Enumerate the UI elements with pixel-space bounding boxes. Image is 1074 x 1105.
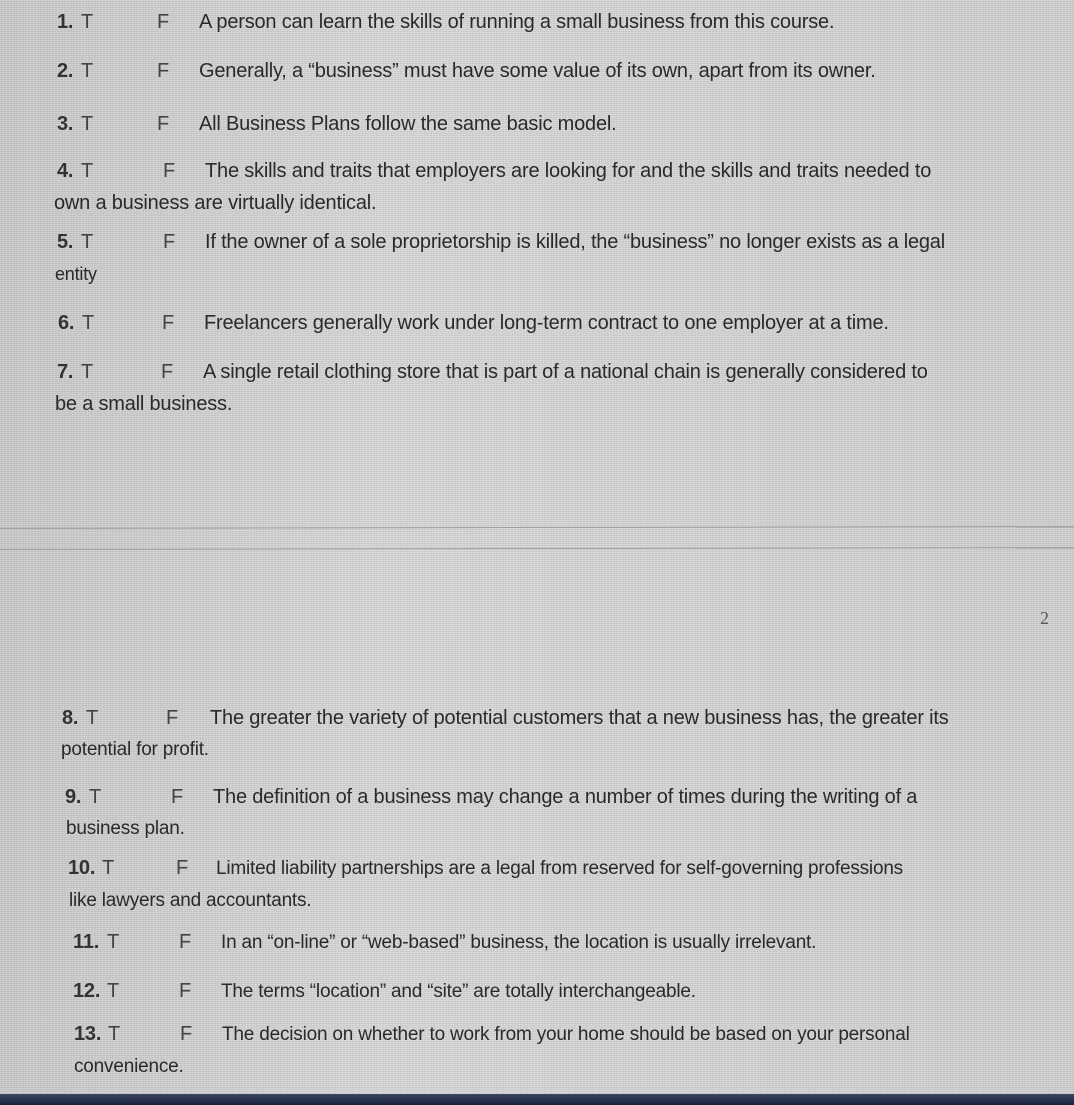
question-number: 5. xyxy=(57,231,74,253)
true-option[interactable]: T xyxy=(81,361,94,383)
question-13 xyxy=(74,1018,910,1083)
question-number: 3. xyxy=(57,113,74,135)
question-8 xyxy=(62,702,949,766)
question-number: 9. xyxy=(65,786,82,808)
true-option[interactable]: T xyxy=(86,707,99,729)
question-2 xyxy=(57,55,876,87)
true-option[interactable]: T xyxy=(81,160,94,182)
question-statement-continued: business plan. xyxy=(66,818,185,839)
question-5 xyxy=(57,226,945,290)
question-statement: The terms “location” and “site” are totally interchangeable. xyxy=(221,981,696,1002)
question-statement: In an “on-line” or “web-based” business, the location is usually irrelevant. xyxy=(221,932,817,953)
true-option[interactable]: T xyxy=(81,113,94,135)
question-11 xyxy=(73,926,816,959)
true-option[interactable]: T xyxy=(81,231,94,253)
question-statement: The definition of a business may change a number of times during the writing of a xyxy=(213,786,918,808)
false-option[interactable]: F xyxy=(163,160,176,182)
false-option[interactable]: F xyxy=(179,980,192,1002)
true-option[interactable]: T xyxy=(107,931,120,953)
page-break-line-bottom xyxy=(0,547,1074,550)
true-option[interactable]: T xyxy=(107,980,120,1002)
question-number: 7. xyxy=(57,361,74,383)
true-option[interactable]: T xyxy=(108,1023,121,1045)
question-statement-continued: convenience. xyxy=(74,1056,184,1077)
question-statement-continued: potential for profit. xyxy=(61,739,209,760)
question-number: 13. xyxy=(74,1023,102,1045)
question-number: 10. xyxy=(68,857,96,879)
question-statement-continued: entity xyxy=(55,264,97,284)
false-option[interactable]: F xyxy=(163,231,176,253)
true-option[interactable]: T xyxy=(102,857,115,879)
question-statement-continued: own a business are virtually identical. xyxy=(54,192,377,214)
question-1 xyxy=(57,6,834,38)
question-number: 12. xyxy=(73,980,101,1002)
question-number: 8. xyxy=(62,707,79,729)
question-statement: The decision on whether to work from your home should be based on your personal xyxy=(222,1024,910,1045)
question-statement: Generally, a “business” must have some value of its own, apart from its owner. xyxy=(199,60,876,82)
true-option[interactable]: T xyxy=(81,11,94,33)
question-7 xyxy=(57,356,928,420)
false-option[interactable]: F xyxy=(157,60,170,82)
question-statement: A single retail clothing store that is part of a national chain is generally considered to xyxy=(203,361,928,383)
question-number: 4. xyxy=(57,160,74,182)
false-option[interactable]: F xyxy=(180,1023,193,1045)
true-option[interactable]: T xyxy=(82,312,95,334)
question-statement: The skills and traits that employers are looking for and the skills and traits needed to xyxy=(205,160,932,182)
question-4 xyxy=(54,155,932,219)
question-number: 6. xyxy=(58,312,75,334)
false-option[interactable]: F xyxy=(179,931,192,953)
false-option[interactable]: F xyxy=(162,312,175,334)
question-statement: All Business Plans follow the same basic model. xyxy=(199,113,617,135)
question-statement: Freelancers generally work under long-term contract to one employer at a time. xyxy=(204,312,889,334)
question-statement-continued: like lawyers and accountants. xyxy=(69,890,312,911)
question-6 xyxy=(58,307,889,339)
question-9 xyxy=(65,781,917,845)
question-number: 2. xyxy=(57,60,74,82)
false-option[interactable]: F xyxy=(161,361,174,383)
question-statement: Limited liability partnerships are a legal from reserved for self-governing professions xyxy=(216,858,903,879)
question-statement: If the owner of a sole proprietorship is killed, the “business” no longer exists as a legal xyxy=(205,231,945,253)
false-option[interactable]: F xyxy=(166,707,179,729)
true-option[interactable]: T xyxy=(89,786,102,808)
page-break-line-top xyxy=(0,526,1074,529)
question-number: 11. xyxy=(73,931,100,953)
screen-bottom-bezel xyxy=(0,1094,1074,1105)
question-statement: The greater the variety of potential customers that a new business has, the greater its xyxy=(210,707,949,729)
question-3 xyxy=(57,108,616,140)
false-option[interactable]: F xyxy=(171,786,184,808)
question-statement: A person can learn the skills of running a small business from this course. xyxy=(199,11,835,33)
false-option[interactable]: F xyxy=(176,857,189,879)
page-number: 2 xyxy=(1040,608,1049,628)
question-statement-continued: be a small business. xyxy=(55,393,233,415)
false-option[interactable]: F xyxy=(157,113,170,135)
question-number: 1. xyxy=(57,11,74,33)
question-10 xyxy=(68,852,903,917)
false-option[interactable]: F xyxy=(157,11,170,33)
true-option[interactable]: T xyxy=(81,60,94,82)
question-12 xyxy=(73,975,696,1008)
